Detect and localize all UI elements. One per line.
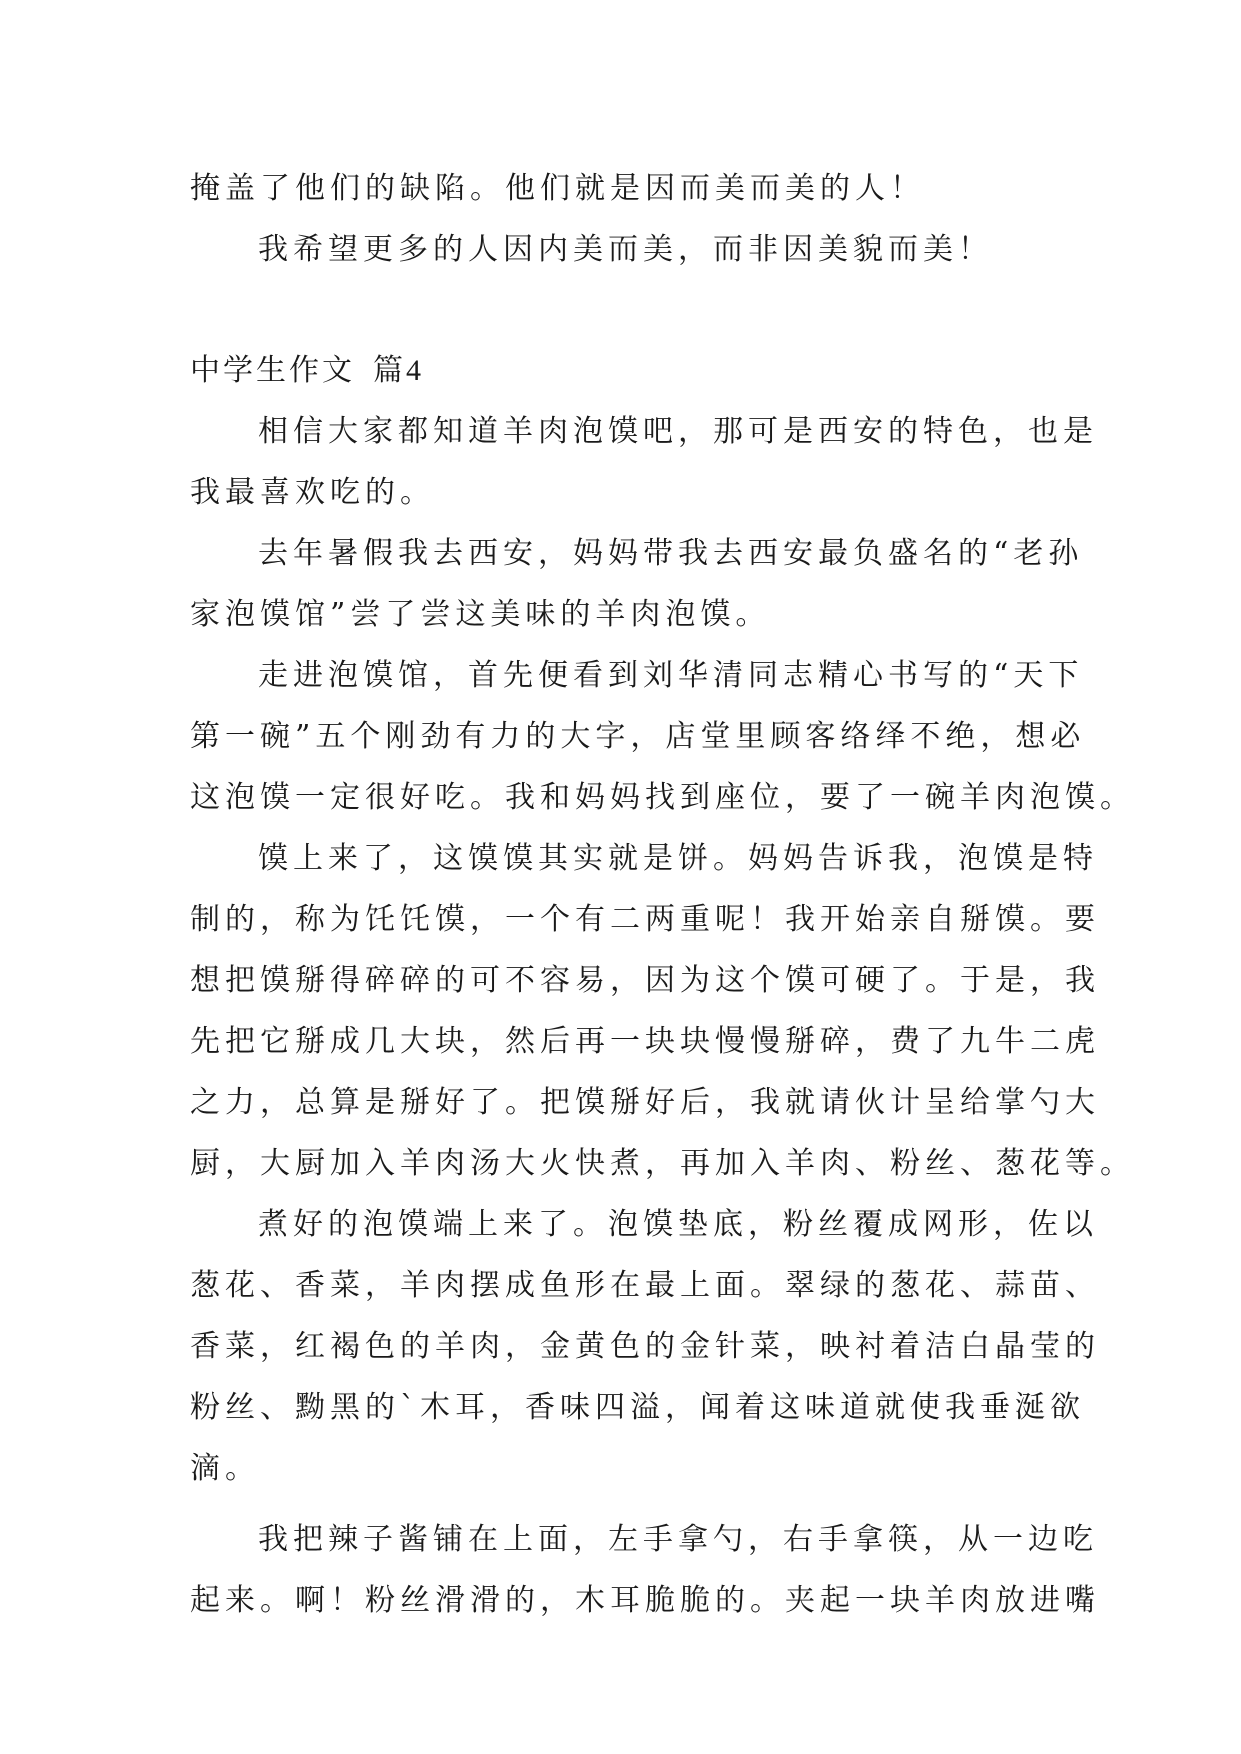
- paragraph-line: 葱花、香菜，羊肉摆成鱼形在最上面。翠绿的葱花、蒜苗、: [190, 1268, 1100, 1303]
- essay-heading: [190, 340, 1070, 401]
- paragraph: [190, 401, 1098, 523]
- paragraph: [190, 1509, 1100, 1631]
- paragraph-line: 制的，称为饦饦馍，一个有二两重呢！我开始亲自掰馍。要: [190, 902, 1100, 937]
- paragraph-line: 去年暑假我去西安，妈妈带我去西安最负盛名的“老孙: [258, 536, 1084, 571]
- paragraph-line: 厨，大厨加入羊肉汤大火快煮，再加入羊肉、粉丝、葱花等。: [190, 1146, 1135, 1181]
- paragraph-line: 相信大家都知道羊肉泡馍吧，那可是西安的特色，也是: [258, 414, 1098, 449]
- paragraph-line: 家泡馍馆”尝了尝这美味的羊肉泡馍。: [190, 597, 771, 632]
- paragraph-line: 之力，总算是掰好了。把馍掰好后，我就请伙计呈给掌勺大: [190, 1085, 1100, 1120]
- paragraph-line: 第一碗”五个刚劲有力的大字，店堂里顾客络绎不绝，想必: [190, 719, 1086, 754]
- paragraph: [190, 523, 1084, 645]
- section-spacer: [190, 280, 1070, 340]
- paragraph-line: 想把馍掰得碎碎的可不容易，因为这个馍可硬了。于是，我: [190, 963, 1100, 998]
- page-content: [190, 158, 1135, 1631]
- paragraph: [190, 828, 1135, 1194]
- paragraph-line: 这泡馍一定很好吃。我和妈妈找到座位，要了一碗羊肉泡馍。: [190, 780, 1135, 815]
- paragraph-line: 煮好的泡馍端上来了。泡馍垫底，粉丝覆成网形，佐以: [258, 1207, 1098, 1242]
- paragraph-line: 走进泡馍馆，首先便看到刘华清同志精心书写的“天下: [258, 658, 1084, 693]
- paragraph-line: 起来。啊！粉丝滑滑的，木耳脆脆的。夹起一块羊肉放进嘴: [190, 1583, 1100, 1618]
- paragraph-line: 我把辣子酱铺在上面，左手拿勺，右手拿筷，从一边吃: [258, 1522, 1098, 1557]
- prev-essay-closing-paragraph: 我希望更多的人因内美而美，而非因美貌而美！: [258, 232, 993, 267]
- paragraph-line: 先把它掰成几大块，然后再一块块慢慢掰碎，费了九牛二虎: [190, 1024, 1100, 1059]
- paragraph-line: 香菜，红褐色的羊肉，金黄色的金针菜，映衬着洁白晶莹的: [190, 1329, 1100, 1364]
- prev-essay-line: 掩盖了他们的缺陷。他们就是因而美而美的人！: [190, 171, 925, 206]
- paragraph: [190, 1194, 1100, 1499]
- paragraph-line: 我最喜欢吃的。: [190, 475, 435, 510]
- essay-title: 中学生作文: [190, 353, 355, 388]
- essay-part-number: 4: [406, 354, 421, 387]
- paragraph-line: 馍上来了，这馍馍其实就是饼。妈妈告诉我，泡馍是特: [258, 841, 1098, 876]
- paragraph: [190, 645, 1135, 828]
- paragraph-line: 粉丝、黝黑的`木耳，香味四溢，闻着这味道就使我垂涎欲: [190, 1390, 1085, 1425]
- essay-part-label: 篇: [373, 353, 406, 388]
- paragraph-line: 滴。: [190, 1451, 260, 1486]
- paragraph-spacer: [190, 1499, 1070, 1509]
